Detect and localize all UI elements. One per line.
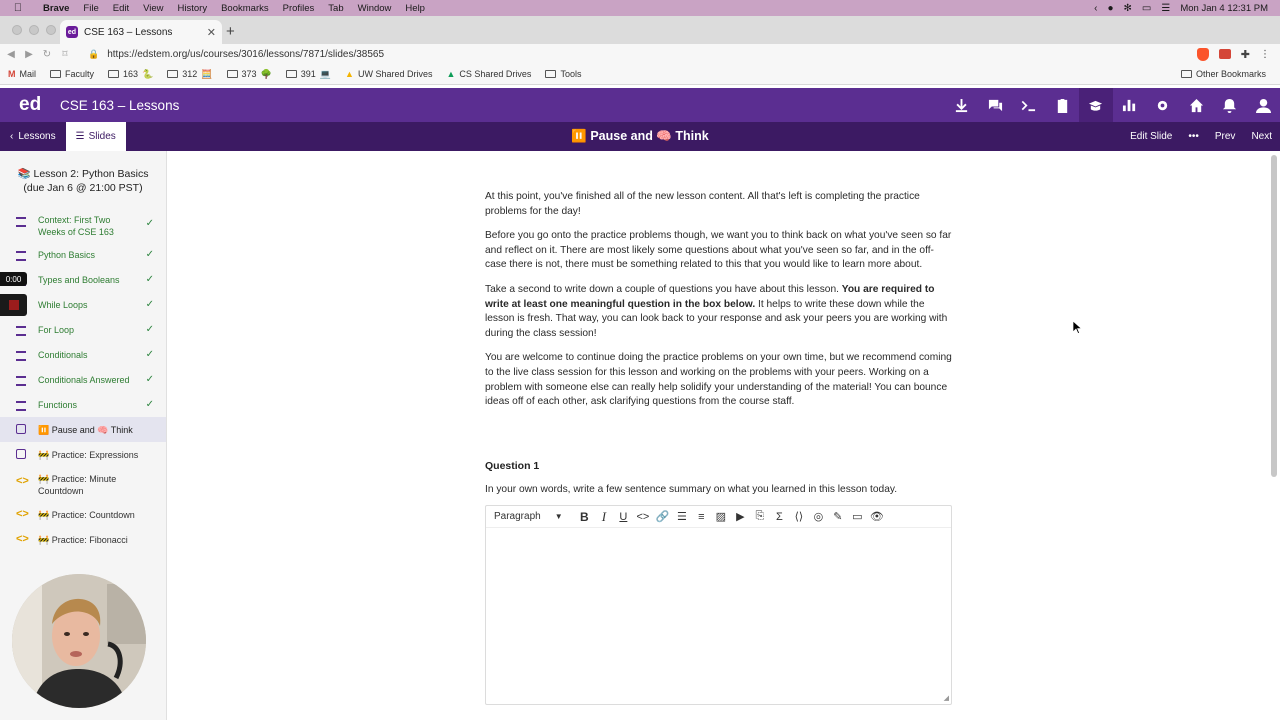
code-icon[interactable]: <> (636, 510, 650, 523)
reload-icon[interactable]: ↻ (42, 48, 52, 60)
slide-item-functions[interactable]: Functions ✓ (0, 392, 166, 417)
drawing-icon[interactable]: ✎ (833, 511, 843, 523)
folder-icon (1181, 70, 1192, 78)
menu-bookmarks[interactable]: Bookmarks (221, 2, 269, 14)
chevron-left-icon[interactable]: ‹ (1094, 2, 1098, 14)
folder-icon (50, 70, 61, 78)
mail-extension-icon[interactable] (1219, 49, 1231, 59)
gear-status-icon[interactable]: ✻ (1123, 2, 1132, 14)
document-icon (16, 217, 26, 227)
spoiler-icon[interactable]: ▭ (852, 511, 863, 523)
quiz-icon (16, 449, 26, 459)
document-icon (16, 376, 26, 386)
bookmark-373[interactable]: 373 🌳 (227, 69, 272, 80)
gmail-icon: M (8, 69, 16, 79)
extensions (1197, 48, 1280, 61)
menu-window[interactable]: Window (357, 2, 392, 14)
slide-nav-bar (0, 122, 1280, 151)
document-icon (16, 351, 26, 361)
bookmark-faculty[interactable]: Faculty (50, 69, 94, 79)
header-icons (945, 88, 1280, 122)
browser-tab[interactable] (60, 20, 222, 44)
code-icon: <> (16, 533, 29, 545)
paragraph-recommendation: You are welcome to continue doing the practice problems on your own time, but we recommend coming to the live class session for this lesson and working on the problems with your peers. Working on a problem with someone else can really help solidify your understanding of the material! You can bounce ideas off of each other, ask clarifying questions from the course staff. (485, 352, 952, 408)
address-bar-row (0, 44, 1280, 64)
link-icon[interactable]: 🔗 (655, 511, 670, 523)
numbered-list-icon[interactable]: ≡ (698, 510, 705, 523)
bookmark-312[interactable]: 312 🧮 (167, 69, 212, 80)
chevron-left-icon: ‹ (10, 131, 14, 142)
obs-icon[interactable]: ● (1107, 2, 1114, 14)
bullet-list-icon[interactable]: ☰ (676, 511, 687, 523)
lessons-icon[interactable] (1079, 88, 1113, 122)
folder-icon (167, 70, 178, 78)
document-icon (16, 326, 26, 336)
paragraph-reflect: Before you go onto the practice problems though, we want you to think back on what you've seen so far and reflect on it. There are most likely some questions about what you've seen so far, and in the off-case there is not, there must be something related to this that you would like to learn more about. (485, 230, 952, 271)
menu-help[interactable]: Help (405, 2, 425, 14)
code-block-icon[interactable]: ⟨⟩ (794, 511, 804, 523)
document-icon (16, 401, 26, 411)
check-icon: ✓ (145, 324, 154, 335)
video-icon[interactable]: ▶ (736, 511, 745, 523)
menu-profiles[interactable]: Profiles (282, 2, 315, 14)
check-icon: ✓ (145, 299, 154, 310)
ed-header (0, 88, 1280, 122)
slide-item-types-booleans[interactable]: Types and Booleans ✓ (0, 267, 166, 292)
answer-textarea[interactable] (486, 528, 951, 704)
required-notice: You are required to write at least one meaningful question in the box below. (485, 283, 935, 310)
menu-view[interactable]: View (143, 2, 164, 14)
profile-icon[interactable] (1247, 88, 1280, 122)
check-icon: ✓ (145, 218, 154, 229)
document-icon (16, 251, 26, 261)
menu-file[interactable]: File (83, 2, 99, 14)
list-icon: ☰ (75, 131, 85, 142)
paragraph-format-select[interactable]: Paragraph ▼ (494, 511, 563, 522)
lesson-title: 📚 Lesson 2: Python Basics (due Jan 6 @ 21:00 PST) (17, 168, 149, 194)
ed-logo[interactable]: ed (19, 94, 42, 115)
page-scrollbar[interactable] (1271, 155, 1277, 477)
brave-shields-icon[interactable] (1197, 48, 1209, 61)
slides-toggle-button[interactable]: ☰ Slides (66, 122, 126, 151)
terminal-icon[interactable] (1012, 88, 1046, 122)
slide-item-for-loop[interactable]: For Loop ✓ (0, 317, 166, 342)
settings-icon[interactable] (1146, 88, 1180, 122)
bookmark-tools[interactable]: Tools (545, 69, 581, 79)
close-window-button[interactable] (12, 25, 22, 35)
check-icon: ✓ (145, 374, 154, 385)
file-icon[interactable]: ⎘ (755, 510, 765, 522)
drive-icon: ▲ (446, 69, 456, 79)
course-title[interactable]: CSE 163 – Lessons (60, 97, 180, 113)
record-stop-button[interactable] (0, 294, 27, 316)
bookmark-163[interactable]: 163 🐍 (108, 69, 153, 80)
paragraph-instructions: Take a second to write down a couple of questions you have about this lesson. You are required to write at least one meaningful question in the box below. It helps to write these down while the lesson is fresh. That way, you can look back to your response and ask your peers you are working with during the class session! (485, 283, 948, 339)
code-icon: <> (16, 475, 29, 487)
os-menubar (0, 0, 1280, 16)
drive-icon: ▲ (345, 69, 354, 79)
slide-item-practice-countdown[interactable]: <> 🚧 Practice: Countdown (16, 508, 135, 520)
prev-button[interactable]: Prev (1214, 131, 1236, 142)
question-prompt: In your own words, write a few sentence summary on what you learned in this lesson today. (485, 484, 898, 495)
editor-toolbar (486, 506, 951, 528)
bookmark-other[interactable]: Other Bookmarks (1181, 69, 1266, 79)
slide-item-while-loops[interactable]: While Loops ✓ (0, 292, 166, 317)
notifications-icon[interactable] (1213, 88, 1247, 122)
image-icon[interactable]: ▨ (715, 511, 727, 523)
slide-content (485, 190, 955, 420)
lock-icon: 🔒 (88, 48, 100, 59)
preview-icon[interactable]: 👁 (869, 511, 884, 523)
web-snippet-icon[interactable]: ◎ (813, 511, 824, 523)
recording-timer[interactable]: 0:00 (0, 272, 27, 286)
slide-item-conditionals[interactable]: Conditionals ✓ (0, 342, 166, 367)
forward-icon[interactable]: ▶ (25, 48, 33, 60)
slide-title: ⏸️ Pause and 🧠 Think (571, 129, 709, 143)
slide-item-pause-think[interactable]: ⏸️ Pause and 🧠 Think (0, 417, 166, 442)
check-icon: ✓ (145, 399, 154, 410)
control-center-icon[interactable]: ☰ (1161, 2, 1171, 14)
slide-item-conditionals-answered[interactable]: Conditionals Answered ✓ (0, 367, 166, 392)
check-icon: ✓ (145, 249, 154, 260)
bookmark-cs-shared-drives[interactable]: ▲ CS Shared Drives (446, 69, 532, 79)
folder-icon (286, 70, 297, 78)
bookmark-uw-shared-drives[interactable]: ▲ UW Shared Drives (345, 69, 433, 79)
more-options-icon[interactable]: ••• (1188, 131, 1199, 142)
menu-icon[interactable]: ⋮ (1260, 48, 1270, 60)
window-controls (12, 25, 56, 35)
presenter-image (12, 574, 146, 708)
folder-icon (108, 70, 119, 78)
math-icon[interactable]: Σ (775, 510, 783, 523)
home-icon[interactable] (1180, 88, 1214, 122)
ed-favicon-icon: ed (66, 26, 78, 38)
bold-icon[interactable]: B (580, 509, 589, 524)
bookmarks-bar (0, 64, 1280, 85)
url-text: https://edstem.org/us/courses/3016/lessons/7871/slides/38565 (107, 48, 385, 60)
next-button[interactable]: Next (1251, 131, 1272, 142)
paragraph-intro: At this point, you've finished all of the new lesson content. All that's left is completing the practice problems for the day! (485, 191, 920, 217)
italic-icon[interactable]: I (601, 508, 607, 524)
battery-icon[interactable]: ▭ (1141, 2, 1152, 14)
bookmark-391[interactable]: 391 💻 (286, 69, 331, 80)
underline-icon[interactable]: U (619, 510, 628, 523)
slide-item-context[interactable]: Context: First Two Weeks of CSE 163 ✓ (0, 208, 166, 242)
back-icon[interactable]: ◀ (7, 48, 15, 60)
menu-app[interactable]: Brave (43, 2, 70, 14)
webcam-overlay (12, 574, 146, 708)
menu-history[interactable]: History (177, 2, 208, 14)
slide-item-practice-expressions[interactable]: 🚧 Practice: Expressions (0, 442, 166, 467)
analytics-icon[interactable] (1113, 88, 1147, 122)
browser-tabstrip (0, 16, 1280, 44)
caret-down-icon: ▼ (554, 512, 563, 521)
slide-list (0, 208, 166, 553)
download-icon[interactable] (945, 88, 979, 122)
bookmark-mail[interactable]: M Mail (8, 69, 37, 79)
folder-icon (227, 70, 238, 78)
bookmark-icon[interactable]: ⌑ (62, 48, 68, 60)
zoom-window-button[interactable] (46, 25, 56, 35)
check-icon: ✓ (145, 349, 154, 360)
puzzle-extension-icon[interactable]: ✚ (1240, 48, 1250, 61)
close-tab-icon[interactable]: ✕ (206, 26, 216, 39)
slide-item-practice-minute-countdown[interactable]: <> 🚧 Practice: Minute Countdown (16, 474, 117, 496)
clipboard-icon[interactable] (1046, 88, 1080, 122)
folder-icon (545, 70, 556, 78)
discussion-icon[interactable] (979, 88, 1013, 122)
code-icon: <> (16, 508, 29, 520)
slide-item-practice-fibonacci[interactable]: <> 🚧 Practice: Fibonacci (16, 533, 128, 545)
stop-icon (9, 300, 19, 310)
menu-tab[interactable]: Tab (328, 2, 344, 14)
minimize-window-button[interactable] (29, 25, 39, 35)
answer-editor (485, 505, 952, 705)
clock[interactable]: Mon Jan 4 12:31 PM (1180, 2, 1268, 14)
url-field[interactable] (88, 49, 384, 60)
check-icon: ✓ (145, 274, 154, 285)
slide-item-python-basics[interactable]: Python Basics ✓ (0, 242, 166, 267)
mouse-cursor-icon (1073, 321, 1082, 334)
apple-icon[interactable] (0, 2, 36, 14)
quiz-icon (16, 424, 26, 434)
tab-title: CSE 163 – Lessons (84, 26, 173, 38)
menu-edit[interactable]: Edit (112, 2, 130, 14)
new-tab-icon[interactable]: + (226, 23, 235, 40)
question-heading: Question 1 (485, 460, 540, 472)
back-to-lessons-button[interactable]: ‹ Lessons (10, 131, 56, 142)
resize-handle-icon[interactable]: ◢ (943, 695, 949, 702)
edit-slide-button[interactable]: Edit Slide (1130, 131, 1173, 142)
